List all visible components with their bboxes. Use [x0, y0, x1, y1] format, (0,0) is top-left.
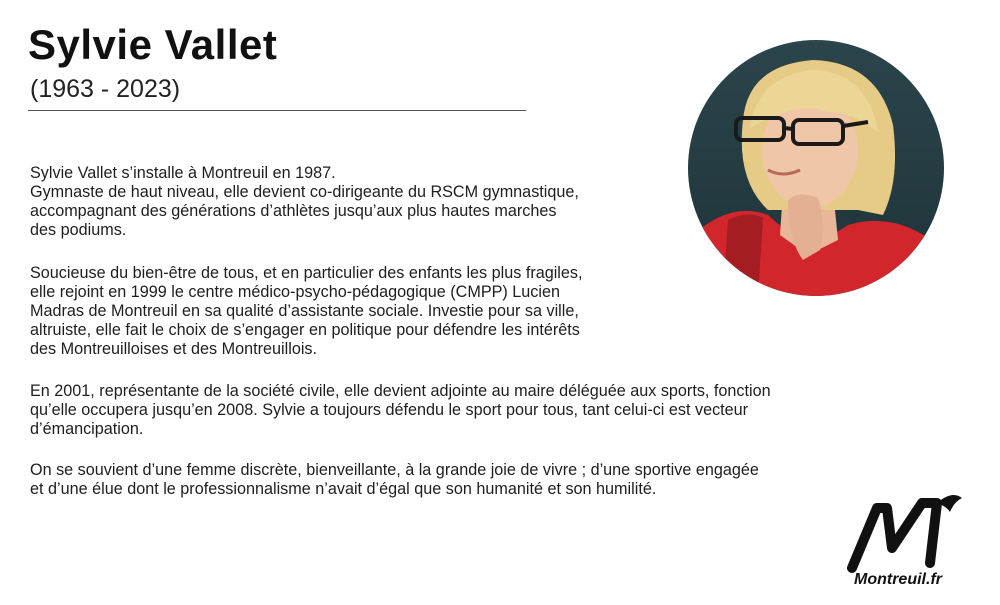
title-divider — [28, 110, 526, 111]
text-line: On se souvient d’une femme discrète, bienveillante, à la grande joie de vivre ; d’une sportive engagée — [30, 461, 759, 479]
text-line: des Montreuilloises et des Montreuillois. — [30, 340, 318, 358]
portrait-illustration — [688, 40, 944, 296]
text-line: Madras de Montreuil en sa qualité d’assistante sociale. Investie pour sa ville, — [30, 302, 579, 320]
text-line: altruiste, elle fait le choix de s’engager en politique pour défendre les intérêts — [30, 321, 580, 339]
logo-text: Montreuil.fr — [854, 571, 942, 588]
paragraph-3 — [30, 382, 771, 439]
text-line: Gymnaste de haut niveau, elle devient co-dirigeante du RSCM gymnastique, — [30, 183, 579, 201]
paragraph-1 — [30, 164, 579, 240]
text-line: qu’elle occupera jusqu’en 2008. Sylvie a toujours défendu le sport pour tous, tant celui-ci est vecteur — [30, 401, 749, 419]
life-dates: (1963 - 2023) — [30, 75, 181, 103]
portrait-photo — [688, 40, 944, 296]
text-line: d’émancipation. — [30, 420, 144, 438]
text-line: Sylvie Vallet s’installe à Montreuil en 1987. — [30, 164, 336, 182]
text-line: Soucieuse du bien-être de tous, et en particulier des enfants les plus fragiles, — [30, 264, 583, 282]
text-line: et d’une élue dont le professionnalisme n’avait d’égal que son humanité et son humilité. — [30, 480, 657, 498]
paragraph-2 — [30, 264, 583, 359]
paragraph-4 — [30, 461, 759, 499]
text-line: elle rejoint en 1999 le centre médico-psycho-pédagogique (CMPP) Lucien — [30, 283, 560, 301]
text-line: En 2001, représentante de la société civile, elle devient adjointe au maire déléguée aux sports, fonction — [30, 382, 771, 400]
page-title: Sylvie Vallet — [28, 21, 278, 68]
text-line: accompagnant des générations d’athlètes jusqu’aux plus hautes marches — [30, 202, 557, 220]
text-line: des podiums. — [30, 221, 127, 239]
